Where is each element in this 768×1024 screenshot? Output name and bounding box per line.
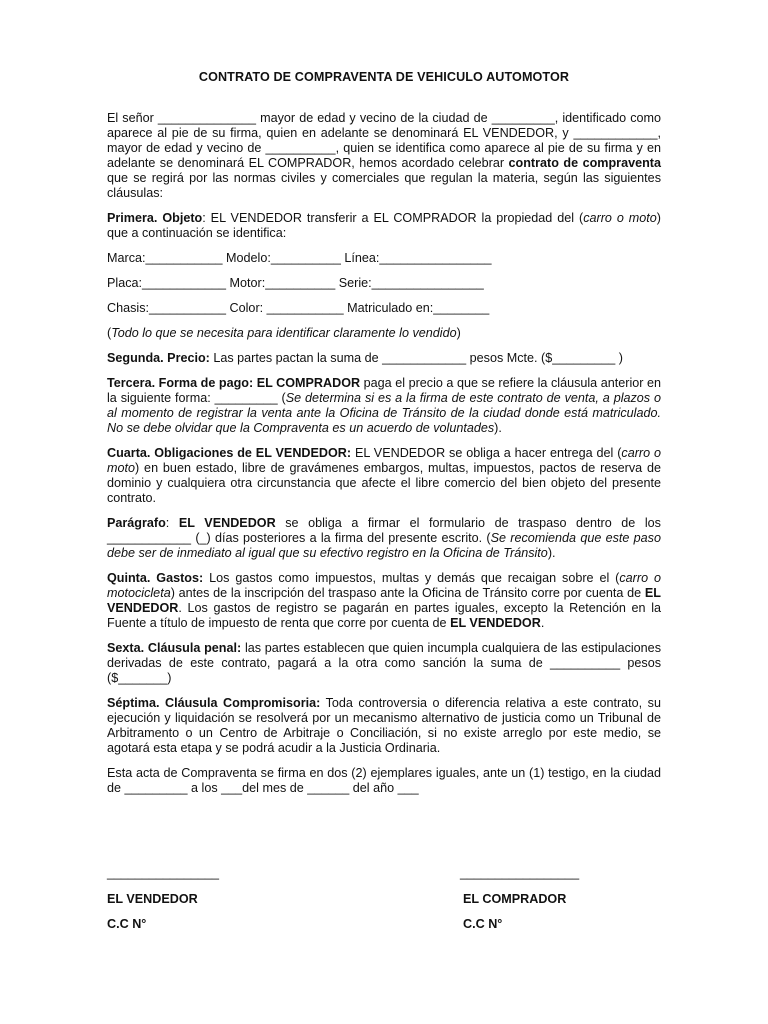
vehicle-fields-row-2: Placa:____________ Motor:__________ Serie:________________: [107, 276, 484, 290]
clause-septima-text: Toda controversia o diferencia relativa a este contrato, su ejecución y liquidación se resolverá por un mecanismo alternativo de justicia como un Tribunal de Arbitramento o un Centro de Arbitraje o Conciliación, si no existe arreglo por este medio, se agotará esta etapa y se podrá acudir a la Justicia Ordinaria.: [107, 696, 661, 755]
identification-note: [107, 326, 661, 341]
closing-paragraph: Esta acta de Compraventa se firma en dos (2) ejemplares iguales, ante un (1) testigo, en la ciudad de _________ a los ___del mes de ______ del año ___: [107, 766, 661, 795]
buyer-signature-line: _________________: [460, 866, 580, 880]
clause-septima: [107, 696, 661, 756]
clause-primera-heading: Primera. Objeto: [107, 211, 203, 225]
clause-quinta-text-1: Los gastos como impuestos, multas y demás que recaigan sobre el (: [203, 571, 620, 585]
document-title: CONTRATO DE COMPRAVENTA DE VEHICULO AUTOMOTOR: [198, 70, 570, 84]
clause-paragrafo-italic: Se recomienda que este paso debe ser de inmediato al igual que su efectivo registro en la Oficina de Tránsito: [107, 531, 661, 560]
seller-signature-line: ________________: [107, 866, 220, 880]
clause-segunda: [107, 351, 661, 366]
note-italic: Todo lo que se necesita para identificar claramente lo vendido: [111, 326, 457, 340]
clause-quinta-text-3: . Los gastos de registro se pagarán en partes iguales, excepto la Retención en la Fuente a título de impuesto de renta que corre por cuenta de: [107, 601, 661, 630]
note-open: (: [107, 326, 112, 340]
clause-primera: [107, 211, 661, 241]
clause-quinta-bold-2: EL VENDEDOR: [450, 616, 541, 630]
clause-paragrafo-heading: Parágrafo: [107, 516, 166, 530]
clause-paragrafo-bold: EL VENDEDOR: [178, 516, 276, 530]
clause-quinta: [107, 571, 661, 631]
intro-paragraph: [107, 111, 661, 201]
clause-tercera-heading: Tercera. Forma de pago: EL COMPRADOR: [107, 376, 361, 390]
clause-cuarta-heading: Cuarta. Obligaciones de EL VENDEDOR:: [107, 446, 352, 460]
clause-septima-heading: Séptima. Cláusula Compromisoria:: [107, 696, 321, 710]
seller-id-label: C.C N°: [107, 917, 147, 931]
clause-quinta-bold-1: EL VENDEDOR: [107, 586, 661, 615]
clause-tercera: [107, 376, 661, 436]
note-close: ): [456, 326, 461, 340]
clause-quinta-italic: carro o motocicleta: [107, 571, 661, 600]
clause-primera-text-2: ) que a continuación se identifica:: [107, 211, 661, 240]
clause-sexta-heading: Sexta. Cláusula penal:: [107, 641, 242, 655]
clause-paragrafo: [107, 516, 661, 561]
clause-paragrafo-text-2: se obliga a firmar el formulario de traspaso dentro de los ____________ (_) días posteriores a la firma del presente escrito. (: [107, 516, 661, 545]
clause-cuarta-italic: carro o moto: [107, 446, 661, 475]
clause-primera-italic: carro o moto: [583, 211, 657, 225]
contract-body: [107, 111, 661, 806]
clause-primera-text-1: : EL VENDEDOR transferir a EL COMPRADOR la propiedad del (: [202, 211, 584, 225]
buyer-id-label: C.C N°: [463, 917, 503, 931]
clause-sexta: [107, 641, 661, 686]
clause-paragrafo-text-1: :: [165, 516, 179, 530]
clause-paragrafo-text-3: ).: [547, 546, 556, 560]
intro-text-1: El señor ______________ mayor de edad y vecino de la ciudad de _________, identificado como aparece al pie de su firma, quien en adelante se denominará EL VENDEDOR, y ____________, mayor de edad y vecino de __________, quien se identifica como aparece al pie de su firma y en adelante se denominará EL COMPRADOR, hemos acordado celebrar: [107, 111, 661, 170]
intro-bold-contract: contrato de compraventa: [508, 156, 661, 170]
buyer-label: EL COMPRADOR: [463, 892, 567, 906]
clause-quinta-heading: Quinta. Gastos:: [107, 571, 204, 585]
clause-tercera-text-1: paga el precio a que se refiere la cláusula anterior en la siguiente forma: _________ (: [107, 376, 661, 405]
clause-quinta-text-2: ) antes de la inscripción del traspaso ante la Oficina de Tránsito corre por cuenta de: [170, 586, 645, 600]
vehicle-fields-row-1: Marca:___________ Modelo:__________ Línea:________________: [107, 251, 492, 265]
clause-cuarta-text-1: EL VENDEDOR se obliga a hacer entrega del (: [351, 446, 622, 460]
clause-tercera-italic: Se determina si es a la firma de este contrato de venta, a plazos o al momento de registrar la venta ante la Oficina de Tránsito de la ciudad donde está matriculado. No se debe olvidar que la Compraventa es un acuerdo de voluntades: [107, 391, 661, 435]
seller-label: EL VENDEDOR: [107, 892, 198, 906]
clause-cuarta-text-2: ) en buen estado, libre de gravámenes embargos, multas, impuestos, pactos de reserva de dominio y cualquiera otra circunstancia que afecte el libre comercio del bien objeto del presente contrato.: [107, 461, 661, 505]
clause-quinta-text-4: .: [540, 616, 545, 630]
clause-segunda-heading: Segunda. Precio:: [107, 351, 210, 365]
clause-segunda-text: Las partes pactan la suma de ____________ pesos Mcte. ($_________ ): [209, 351, 623, 365]
clause-tercera-text-2: ).: [494, 421, 502, 435]
intro-text-2: que se regirá por las normas civiles y comerciales que regulan la materia, según las siguientes cláusulas:: [107, 171, 661, 200]
clause-cuarta: [107, 446, 661, 506]
clause-sexta-text: las partes establecen que quien incumpla cualquiera de las estipulaciones derivadas de este contrato, pagará a la otra como sanción la suma de __________ pesos ($_______): [107, 641, 661, 685]
vehicle-fields-row-3: Chasis:___________ Color: ___________ Matriculado en:________: [107, 301, 490, 315]
